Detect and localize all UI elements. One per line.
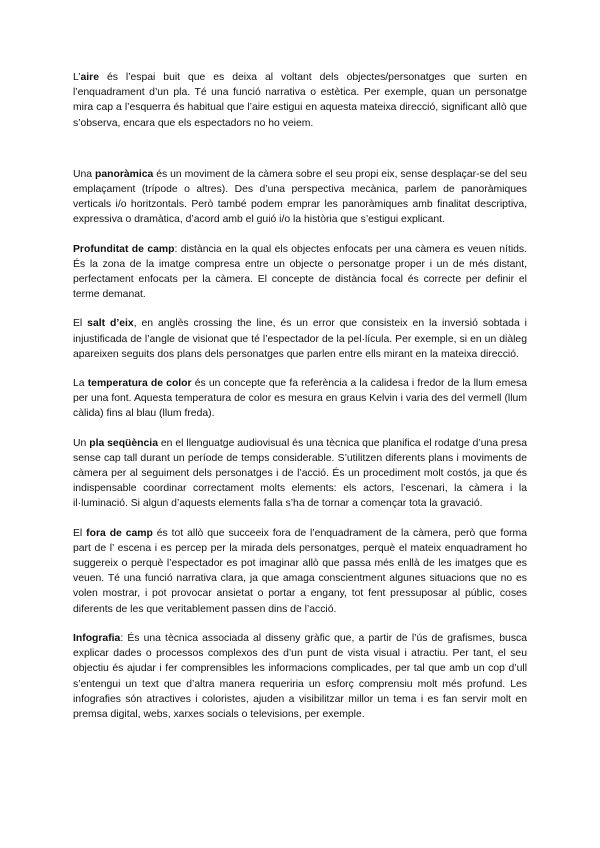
term-temperatura-de-color: temperatura de color [87, 378, 192, 390]
paragraph-text: : És una tècnica associada al disseny gràfic que, a partir de l’ús de grafismes, busca explicar dades o processos complexos des d’un punt de vista visual i atractiu. Per tant, el seu objectiu és ajudar i fer comprensibles les informacions complicades, per tal que amb un cop d’ull s’entengui un text que d’altra manera requeriria un esforç comprensiu molt més profund. Les infografies són atractives i coloristes, ajuden a visibilitzar millor un tema i es fan servir molt en premsa digital, webs, xarxes socials o televisions, per exemple. [73, 632, 527, 720]
paragraph-text: és tot allò que succeeix fora de l’enquadrament de la càmera, però que forma part de l’ escena i es percep per la mirada dels personatges, perquè el mateix enquadrament ho suggereix o perquè l’espectador es pot imaginar allò que passa més enllà de les imatges que es veuen. Té una funció narrativa clara, ja que amaga conscientment algunes situacions que no es volen mostrar, i pot provocar ansietat o portar a engany, tot fent pressuposar al públic, coses diferents de les que veritablement passen dins de l’acció. [73, 527, 527, 615]
paragraph-text: : distància en la qual els objectes enfocats per una càmera es veuen nítids. És la zona de la imatge compresa entre un objecte o personatge proper i un de més distant, perfectament enfocats per la càmera. El concepte de distància focal és correcte per definir el terme demanat. [73, 243, 527, 301]
paragraph-pla-sequencia [73, 436, 527, 512]
term-aire: aire [80, 72, 100, 83]
paragraph-text: , en anglès crossing the line, és un error que consisteix en la inversió sobtada i injustificada de l’angle de visionat que té l’espectador de la pel·lícula. Per exemple, si en un diàleg apareixen seguits dos plans dels personatges que parlen entre ells mirant en la mateixa direcció. [73, 318, 527, 360]
paragraph-fora-de-camp [73, 526, 527, 617]
paragraph-prefix: El [73, 318, 88, 330]
paragraph-prefix: Un [73, 437, 90, 449]
paragraph-aire [73, 70, 527, 131]
paragraph-prefix: La [73, 378, 88, 390]
paragraph-prefix: L’ [73, 72, 81, 83]
paragraph-temperatura-de-color [73, 376, 527, 422]
term-profunditat-de-camp: Profunditat de camp [73, 243, 175, 255]
paragraph-text: és l’espai buit que es deixa al voltant dels objectes/personatges que surten en l’enquadrament d’un pla. Té una funció narrativa o estètica. Per exemple, quan un personatge mira cap a l’esquerra és habitual que l’aire estigui en aquesta mateixa direcció, significant allò que s’observa, encara que els espectadors no ho veiem. [73, 72, 527, 129]
term-fora-de-camp: fora de camp [86, 527, 153, 539]
paragraph-infografia [73, 631, 527, 722]
term-salt-deix: salt d’eix [87, 318, 134, 330]
paragraph-prefix: El [73, 527, 87, 539]
paragraph-panoramica [73, 167, 527, 228]
paragraph-text: és un moviment de la càmera sobre el seu propi eix, sense desplaçar-se del seu emplaçament (trípode o altres). Des d’una perspectiva mecànica, parlem de panoràmiques verticals i/o horitzontals. Però també podem emprar les panoràmiques amb finalitat descriptiva, expressiva o dramàtica, d’acord amb el guió i/o la història que s’estigui explicant. [73, 168, 528, 226]
document-page [73, 70, 527, 722]
paragraph-profunditat-de-camp [73, 242, 527, 303]
paragraph-text: és un concepte que fa referència a la calidesa i fredor de la llum emesa per una font. Aquesta temperatura de color es mesura en graus Kelvin i varia des del vermell (llum càlida) fins al blau (llum freda). [73, 378, 527, 420]
term-panoramica: panoràmica [95, 168, 154, 180]
paragraph-text: en el llenguatge audiovisual és una tècnica que planifica el rodatge d’una presa sense cap tall durant un període de temps considerable. S’utilitzen diferents plans i moviments de càmera per al seguiment dels personatges i de l’acció. És un procediment molt costós, ja que és indispensable coordinar correctament molts elements: els actors, l’escenari, la càmera i la il·luminació. Si algun d’aquests elements falla s’ha de tornar a començar tota la gravació. [73, 437, 527, 510]
paragraph-salt-deix [73, 316, 527, 362]
term-infografia: Infografia [73, 632, 121, 644]
paragraph-prefix: Una [73, 168, 95, 180]
term-pla-sequencia: pla seqüència [89, 437, 158, 449]
